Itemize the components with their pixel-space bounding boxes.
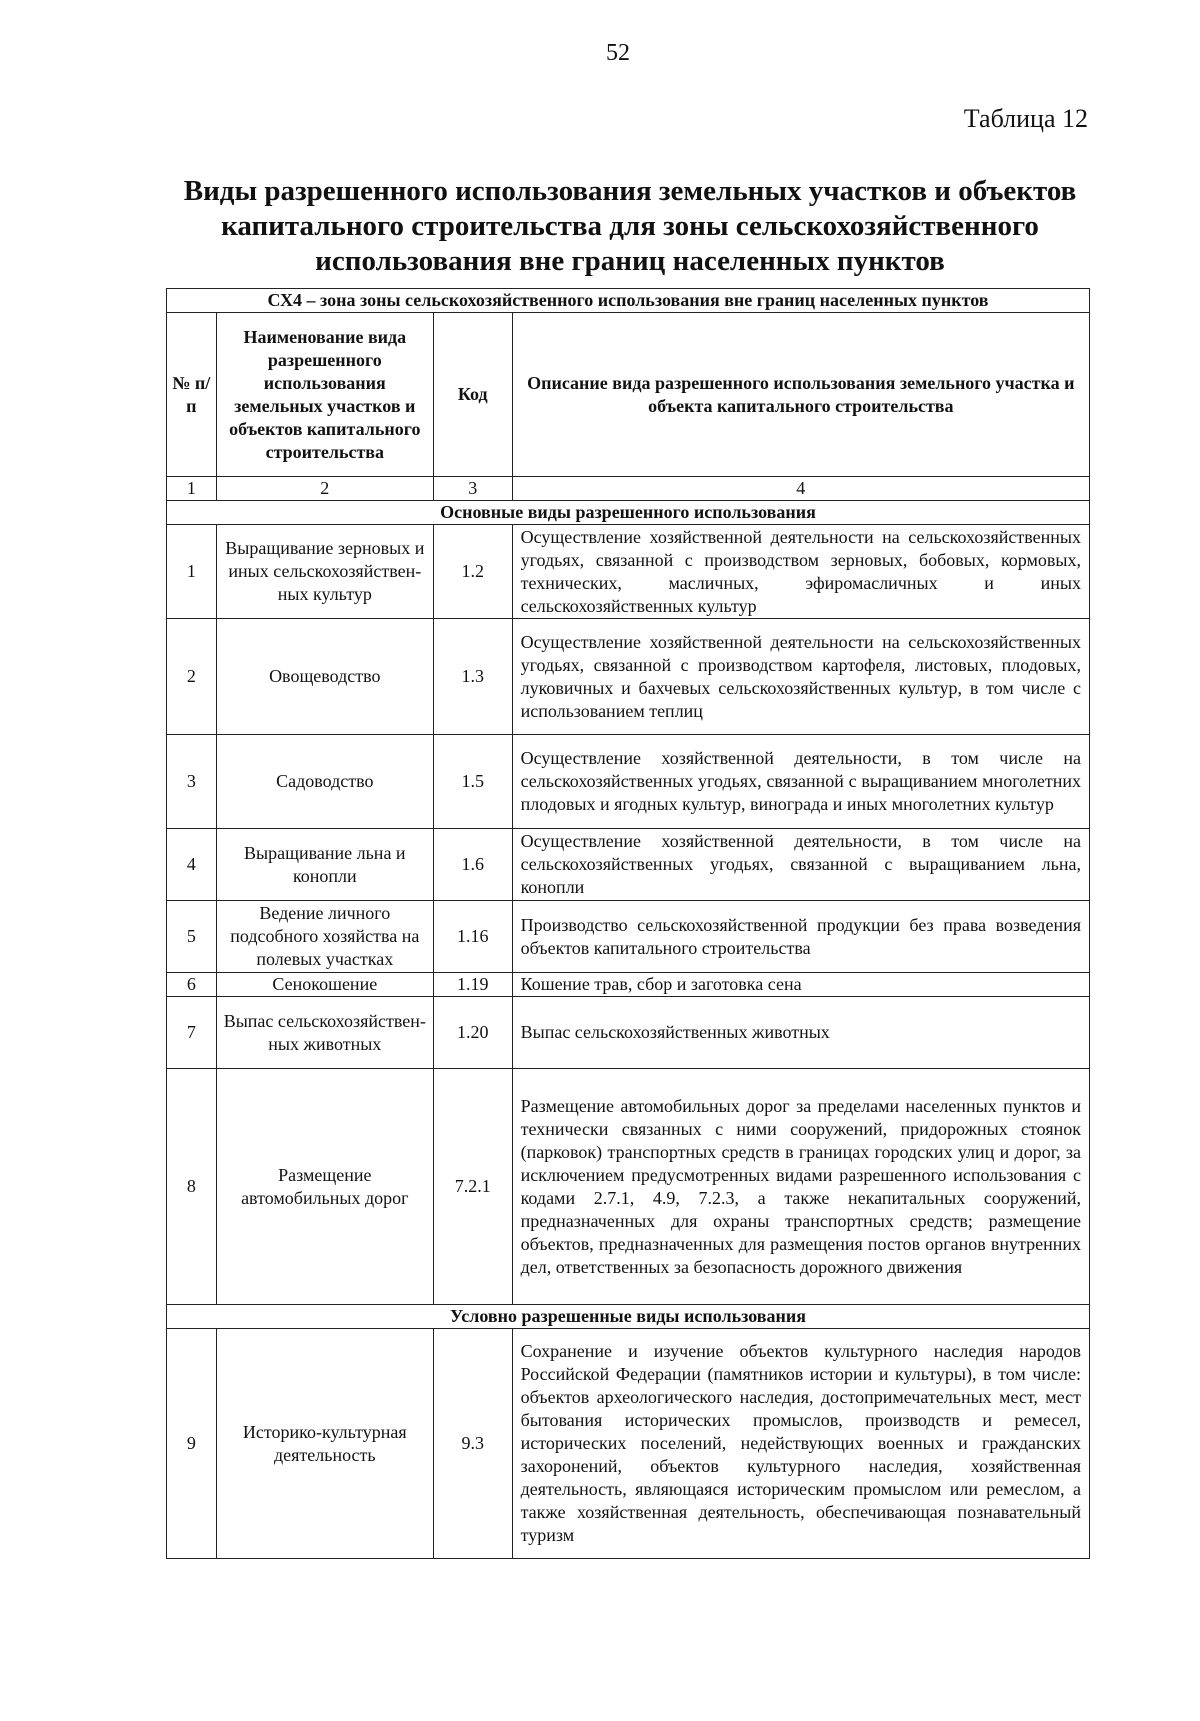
section-title-conditional: Условно разрешенные виды использования — [167, 1305, 1090, 1329]
table-row — [167, 525, 1090, 619]
row-number: 4 — [167, 829, 217, 901]
zone-header: СХ4 – зона зоны сельскохозяйственного использования вне границ населенных пунктов — [167, 289, 1090, 313]
use-code: 1.2 — [433, 525, 512, 619]
use-description: Осуществление хозяйственной деятельности, в том числе на сельскохозяйственных угодьях, связанной с выращиванием многолетних плодовых и ягодных культур, винограда и иных многолетних культур — [512, 735, 1089, 829]
use-code: 1.20 — [433, 997, 512, 1069]
table-row — [167, 829, 1090, 901]
use-code: 1.6 — [433, 829, 512, 901]
row-number: 7 — [167, 997, 217, 1069]
row-number: 6 — [167, 973, 217, 997]
use-name: Выращивание зерновых и иных сельскохозяйствен-ных культур — [216, 525, 433, 619]
use-name: Садоводство — [216, 735, 433, 829]
header-name: Наименование вида разрешенного использования земельных участков и объектов капитального строительства — [216, 313, 433, 477]
table-row — [167, 997, 1090, 1069]
header-number: № п/п — [167, 313, 217, 477]
column-number-4: 4 — [512, 477, 1089, 501]
column-number-2: 2 — [216, 477, 433, 501]
table-label: Таблица 12 — [963, 104, 1088, 133]
table-row — [167, 619, 1090, 735]
use-name: Выращивание льна и конопли — [216, 829, 433, 901]
column-number-3: 3 — [433, 477, 512, 501]
use-code: 9.3 — [433, 1329, 512, 1559]
section-title-main: Основные виды разрешенного использования — [167, 501, 1090, 525]
row-number: 2 — [167, 619, 217, 735]
row-number: 1 — [167, 525, 217, 619]
use-name: Размещение автомобильных дорог — [216, 1069, 433, 1305]
use-description: Выпас сельскохозяйственных животных — [512, 997, 1089, 1069]
use-description: Осуществление хозяйственной деятельности на сельскохозяйственных угодьях, связанной с производством картофеля, листовых, плодовых, луковичных и бахчевых сельскохозяйственных культур, в том числе с использованием теплиц — [512, 619, 1089, 735]
use-description: Осуществление хозяйственной деятельности на сельскохозяйственных угодьях, связанной с производством зерновых, бобовых, кормовых, технических, масличных, эфиромасличных и иных сельскохозяйственных культур — [512, 525, 1089, 619]
header-code: Код — [433, 313, 512, 477]
header-description: Описание вида разрешенного использования земельного участка и объекта капитального строительства — [512, 313, 1089, 477]
use-name: Ведение личного подсобного хозяйства на полевых участках — [216, 901, 433, 973]
row-number: 3 — [167, 735, 217, 829]
use-code: 1.16 — [433, 901, 512, 973]
row-number: 5 — [167, 901, 217, 973]
use-description: Кошение трав, сбор и заготовка сена — [512, 973, 1089, 997]
land-use-table — [166, 288, 1090, 1559]
page-number: 52 — [606, 40, 630, 66]
table-row — [167, 973, 1090, 997]
column-number-1: 1 — [167, 477, 217, 501]
document-title: Виды разрешенного использования земельных участков и объектов капитального строительства для зоны сельскохозяйственного использования вне границ населенных пунктов — [183, 175, 1077, 277]
use-code: 7.2.1 — [433, 1069, 512, 1305]
table-row — [167, 1329, 1090, 1559]
use-name: Сенокошение — [216, 973, 433, 997]
use-name: Овощеводство — [216, 619, 433, 735]
use-description: Размещение автомобильных дорог за пределами населенных пунктов и технически связанных с ними сооружений, придорожных стоянок (парковок) транспортных средств в границах городских улиц и дорог, за исключением предусмотренных видами разрешенного использования с кодами 2.7.1, 4.9, 7.2.3, а также некапитальных сооружений, предназначенных для охраны транспортных средств; размещение объектов, предназначенных для размещения постов органов внутренних дел, ответственных за безопасность дорожного движения — [512, 1069, 1089, 1305]
table-row — [167, 735, 1090, 829]
use-code: 1.19 — [433, 973, 512, 997]
table-row — [167, 901, 1090, 973]
use-name: Выпас сельскохозяйствен-ных животных — [216, 997, 433, 1069]
use-name: Историко-культурная деятельность — [216, 1329, 433, 1559]
use-code: 1.3 — [433, 619, 512, 735]
use-description: Осуществление хозяйственной деятельности, в том числе на сельскохозяйственных угодьях, связанной с выращиванием льна, конопли — [512, 829, 1089, 901]
table-row — [167, 1069, 1090, 1305]
row-number: 8 — [167, 1069, 217, 1305]
use-code: 1.5 — [433, 735, 512, 829]
use-description: Производство сельскохозяйственной продукции без права возведения объектов капитального строительства — [512, 901, 1089, 973]
row-number: 9 — [167, 1329, 217, 1559]
use-description: Сохранение и изучение объектов культурного наследия народов Российской Федерации (памятников истории и культуры), в том числе: объектов археологического наследия, достопримечательных мест, мест бытования исторических промыслов, производств и ремесел, исторических поселений, недействующих военных и гражданских захоронений, объектов культурного наследия, хозяйственная деятельность, являющаяся историческим промыслом или ремеслом, а также хозяйственная деятельность, обеспечивающая познавательный туризм — [512, 1329, 1089, 1559]
